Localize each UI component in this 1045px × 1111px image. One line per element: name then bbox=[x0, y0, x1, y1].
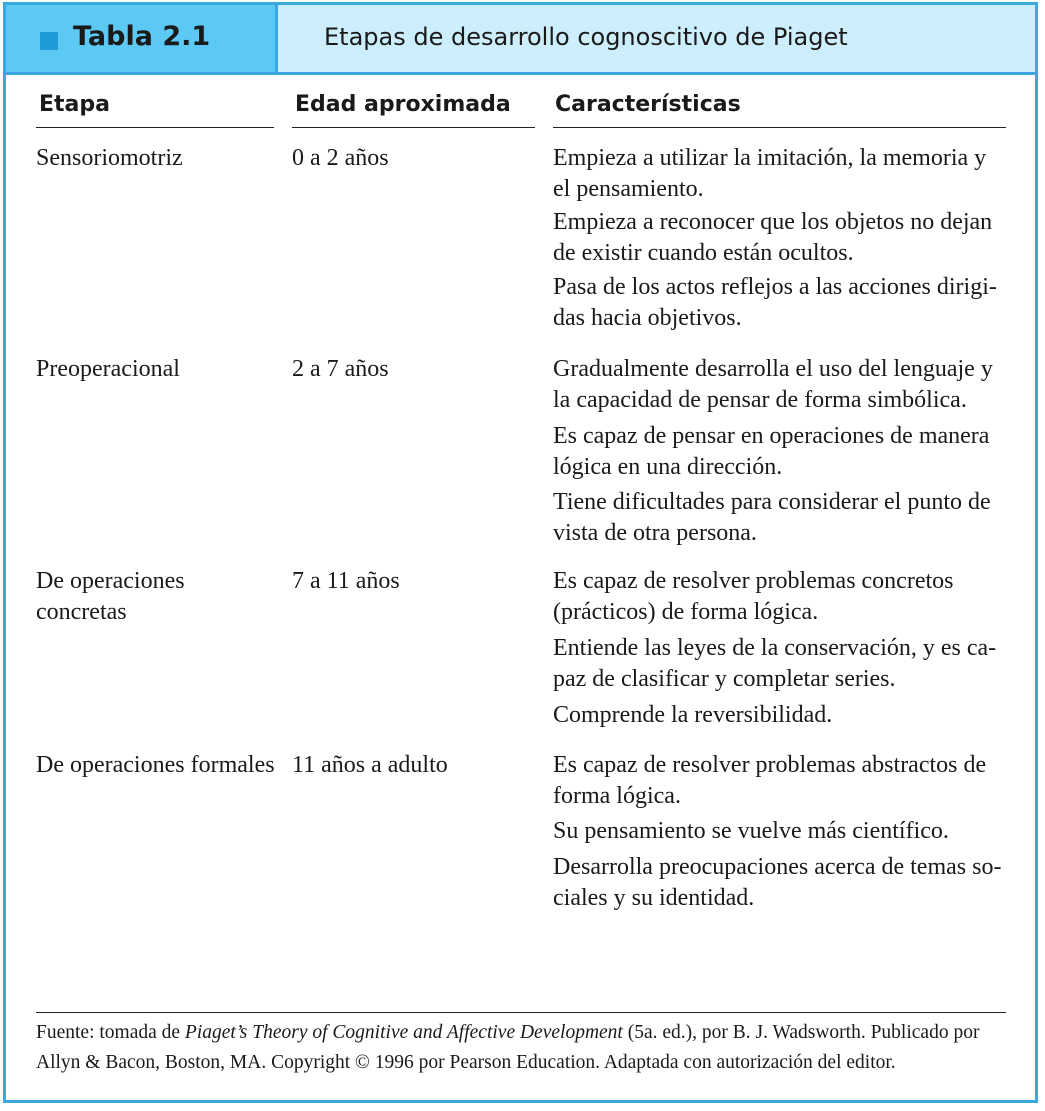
table-title: Etapas de desarrollo cognoscitivo de Piaget bbox=[324, 23, 848, 51]
table-number-cell bbox=[6, 5, 278, 72]
footnote-prefix: Fuente: tomada de bbox=[36, 1022, 185, 1043]
characteristic-item: Comprende la reversibilidad. bbox=[553, 702, 833, 728]
stage-cell: Preoperacional bbox=[36, 356, 180, 382]
table-header bbox=[6, 5, 1035, 75]
characteristic-item: Desarrolla preocupaciones acerca de temas so-ciales y su identidad. bbox=[553, 854, 1002, 911]
table-number: Tabla 2.1 bbox=[73, 21, 211, 52]
characteristic-item: Su pensamiento se vuelve más científico. bbox=[553, 818, 949, 844]
characteristic-item: Tiene dificultades para considerar el punto de vista de otra persona. bbox=[553, 489, 991, 546]
footnote-book-title: Piaget’s Theory of Cognitive and Affective Development bbox=[184, 1022, 623, 1043]
column-header-age: Edad aproximada bbox=[295, 92, 511, 117]
header-rule-age bbox=[292, 127, 535, 128]
characteristic-item: Es capaz de resolver problemas abstractos de forma lógica. bbox=[553, 752, 987, 809]
stage-cell: De operaciones concretas bbox=[36, 568, 185, 625]
characteristic-item: Empieza a utilizar la imitación, la memoria y el pensamiento. bbox=[553, 145, 987, 202]
square-bullet-icon bbox=[40, 32, 58, 50]
characteristic-item: Es capaz de pensar en operaciones de manera lógica en una dirección. bbox=[553, 423, 990, 480]
characteristic-item: Entiende las leyes de la conservación, y es ca-paz de clasificar y completar series. bbox=[553, 635, 997, 692]
characteristic-item: Pasa de los actos reflejos a las acciones dirigi-das hacia objetivos. bbox=[553, 274, 997, 331]
stage-cell: De operaciones formales bbox=[36, 752, 275, 778]
footnote-rule bbox=[36, 1012, 1006, 1013]
column-header-stage: Etapa bbox=[39, 92, 110, 117]
age-cell: 11 años a adulto bbox=[292, 752, 448, 778]
footnote-suffix: (5a. ed.), por B. J. Wadsworth. Publicado por Allyn & Bacon, Boston, MA. Copyright © 1996 por Pearson Education. Adaptada con autorización del editor. bbox=[36, 1022, 980, 1073]
source-footnote bbox=[36, 1018, 1016, 1078]
age-cell: 0 a 2 años bbox=[292, 145, 389, 171]
characteristic-item: Gradualmente desarrolla el uso del lenguaje y la capacidad de pensar de forma simbólica. bbox=[553, 356, 993, 413]
stage-cell: Sensoriomotriz bbox=[36, 145, 183, 171]
characteristic-item: Es capaz de resolver problemas concretos (prácticos) de forma lógica. bbox=[553, 568, 954, 625]
characteristic-item: Empieza a reconocer que los objetos no dejan de existir cuando están ocultos. bbox=[553, 209, 993, 266]
header-rule-stage bbox=[36, 127, 274, 128]
age-cell: 7 a 11 años bbox=[292, 568, 400, 594]
age-cell: 2 a 7 años bbox=[292, 356, 389, 382]
header-rule-characteristics bbox=[553, 127, 1006, 128]
column-header-characteristics: Características bbox=[555, 92, 741, 117]
